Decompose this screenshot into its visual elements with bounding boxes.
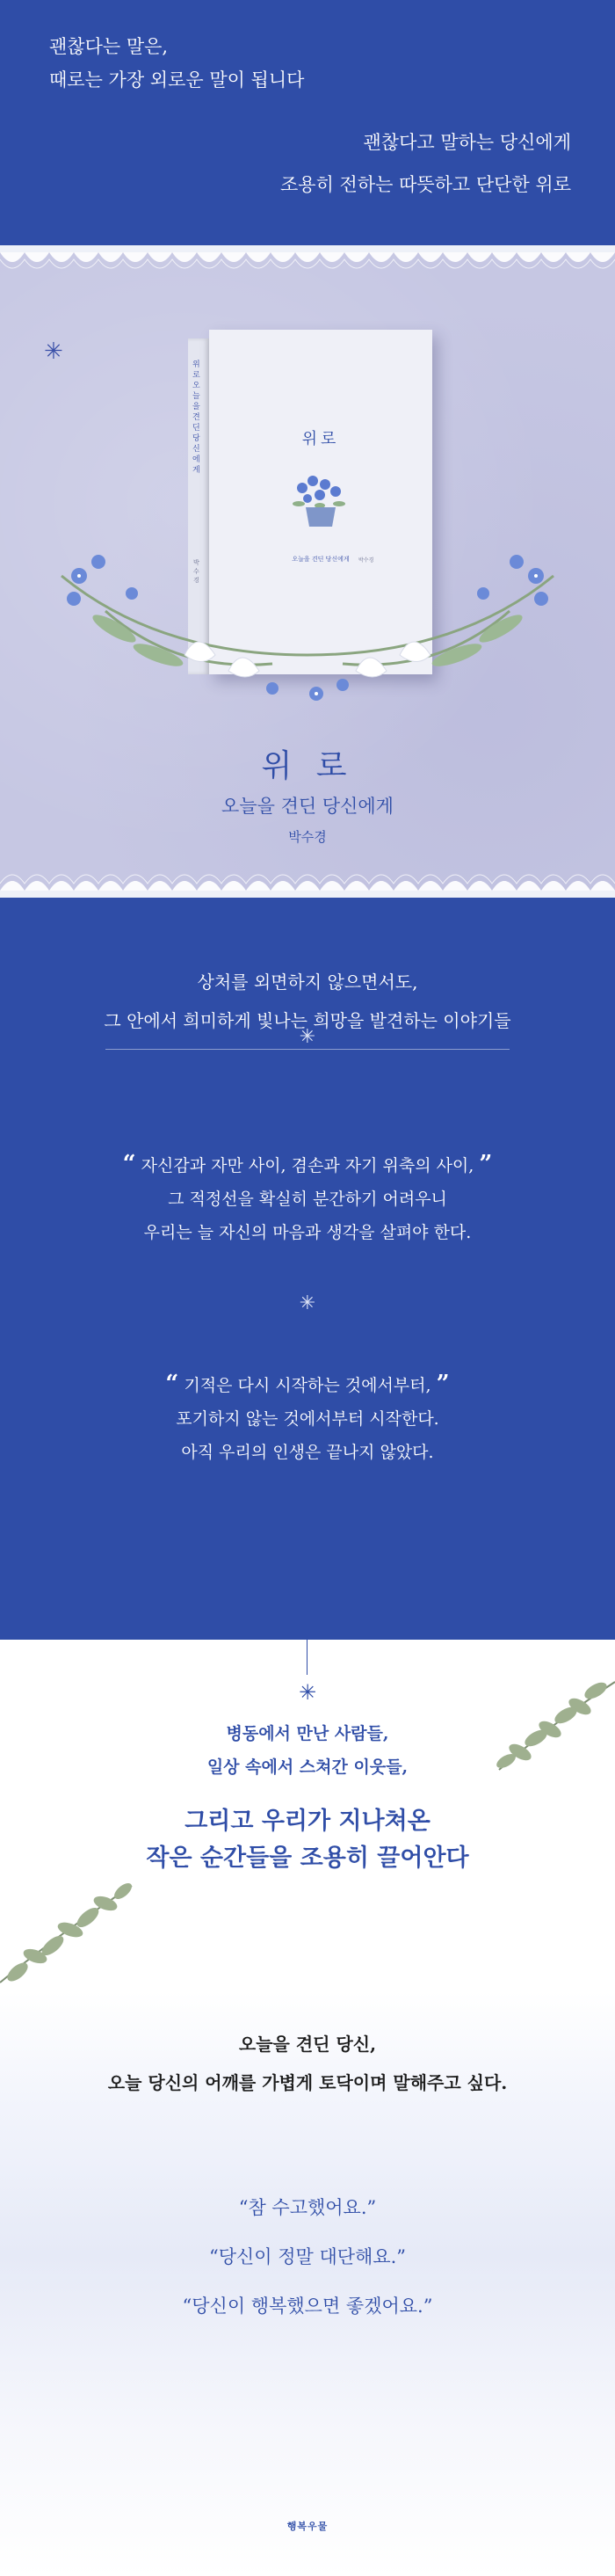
book-subtitle: 오늘을 견딘 당신에게	[221, 796, 394, 817]
eucalyptus-branch-icon	[0, 1859, 141, 1991]
quote-2-line-1	[0, 1367, 615, 1402]
closing-line-1: 병동에서 만난 사람들,	[226, 1724, 389, 1743]
closing-quote-1: “참 수고했어요.”	[238, 2197, 377, 2218]
closing-section	[0, 1640, 615, 2576]
quote-2-text-1: 기적은 다시 시작하는 것에서부터,	[184, 1376, 431, 1395]
flower-pot-icon	[285, 469, 357, 530]
quotes-headline-line-1: 상처를 외면하지 않으면서도,	[197, 971, 418, 993]
quote-1	[0, 1147, 615, 1249]
book-section	[0, 233, 615, 910]
intro-right-text	[280, 121, 571, 206]
intro-left-text	[49, 30, 304, 97]
closing-quotes	[0, 2183, 615, 2331]
book-cover-title: 위로	[301, 430, 340, 448]
flower-garland-icon	[53, 523, 562, 717]
book-spine-title: 위로 오늘을 견딘 당신에게	[192, 360, 200, 475]
asterisk-divider-icon: ✳	[299, 1026, 316, 1048]
closing-message	[0, 2025, 615, 2102]
closing-line-5: 오늘을 견딘 당신,	[238, 2034, 377, 2055]
quote-2-line-2: 포기하지 않는 것에서부터 시작한다.	[176, 1409, 439, 1429]
closing-intro	[0, 1717, 615, 1784]
quote-2-line-3: 아직 우리의 인생은 끝나지 않았다.	[181, 1443, 434, 1462]
intro-section	[0, 0, 615, 233]
quotes-section	[0, 910, 615, 1640]
quotes-headline-line-2: 그 안에서 희미하게 빛나는 희망을 발견하는 이야기들	[104, 1010, 511, 1031]
quote-1-line-3: 우리는 늘 자신의 마음과 생각을 살펴야 한다.	[143, 1223, 472, 1242]
book-title: 위 로	[261, 748, 354, 784]
asterisk-star-icon: ✳	[44, 338, 63, 365]
closing-quote-2: “당신이 정말 대단해요.”	[208, 2246, 407, 2267]
closing-quote-3: “당신이 행복했으면 좋겠어요.”	[182, 2296, 433, 2317]
asterisk-separator-icon: ✳	[299, 1292, 316, 1314]
closing-line-4: 작은 순간들을 조용히 끌어안다	[146, 1845, 469, 1872]
publisher-logo: 행복우물	[286, 2521, 329, 2532]
intro-left-line-2: 때로는 가장 외로운 말이 됩니다	[49, 69, 305, 91]
quote-2	[0, 1367, 615, 1469]
lace-border-bottom	[0, 857, 615, 910]
book-cover-subtitle: 오늘을 견딘 당신에게	[292, 556, 350, 563]
close-quote-mark: ”	[479, 1151, 493, 1177]
lace-border-top	[0, 233, 615, 286]
divider-line	[105, 1049, 510, 1050]
open-quote-mark: “	[165, 1371, 179, 1397]
closing-line-2: 일상 속에서 스쳐간 이웃들,	[206, 1757, 409, 1777]
closing-line-6: 오늘 당신의 어깨를 가볍게 토닥이며 말해주고 싶다.	[107, 2072, 508, 2093]
closing-line-3: 그리고 우리가 지나쳐온	[184, 1808, 430, 1835]
book-spine-author: 박수경	[193, 559, 199, 584]
quote-1-line-2: 그 적정선을 확실히 분간하기 어려우니	[168, 1190, 447, 1209]
open-quote-mark: “	[122, 1151, 136, 1177]
book-author: 박수경	[288, 829, 327, 845]
quote-1-text-1: 자신감과 자만 사이, 겸손과 자기 위축의 사이,	[141, 1156, 474, 1175]
close-quote-mark: ”	[436, 1371, 450, 1397]
book-cover-author: 박수경	[358, 557, 374, 564]
quote-1-line-1	[0, 1147, 615, 1182]
asterisk-star-icon: ✳	[298, 1680, 317, 1705]
intro-right-line-2: 조용히 전하는 따뜻하고 단단한 위로	[280, 174, 571, 195]
connector-line	[307, 1640, 308, 1675]
intro-left-line-1: 괜찮다는 말은,	[49, 36, 169, 57]
intro-right-line-1: 괜찮다고 말하는 당신에게	[363, 132, 571, 153]
